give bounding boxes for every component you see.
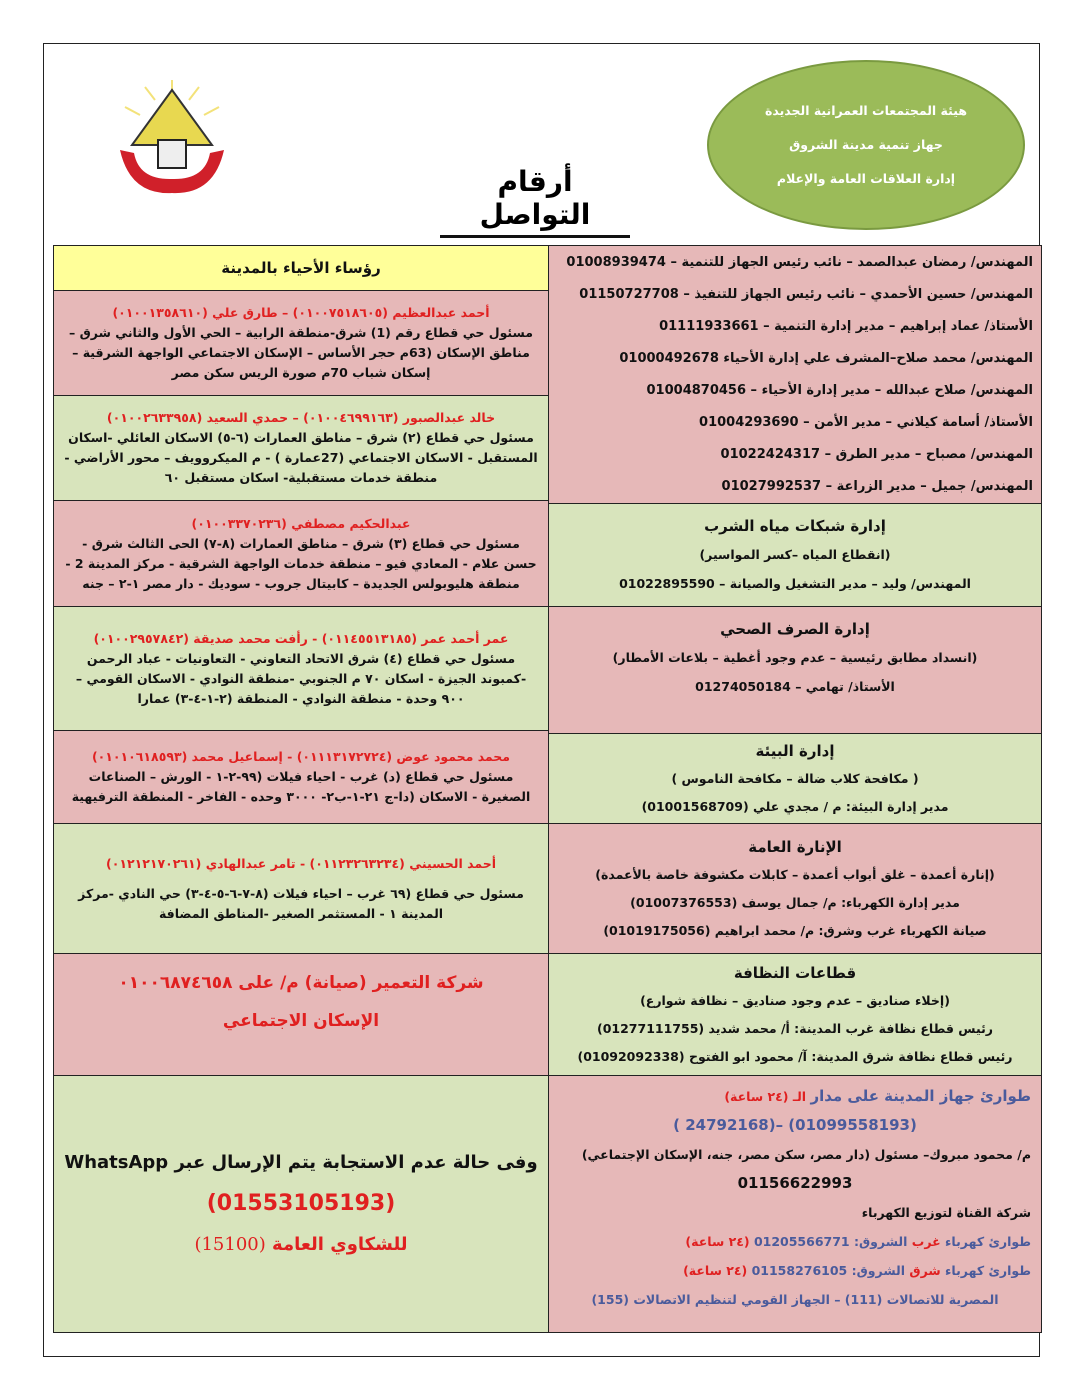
maintenance-company: شركة التعمير (صيانة) م/ على ٠١٠٠٦٨٧٤٦٥٨ bbox=[118, 973, 484, 993]
complaints-line bbox=[64, 1224, 538, 1266]
whatsapp-note: وفى حالة عدم الاستجابة يتم الإرسال عبر WhatsApp bbox=[64, 1152, 538, 1173]
section-title: طوارئ جهاز المدينة على مدار bbox=[810, 1087, 1031, 1105]
east-electric-line bbox=[559, 1256, 1031, 1285]
district-description: مسئول حي قطاع (٢) شرق – مناطق العمارات (٦-٥) الاسكان العائلي -اسكان المستقبل - الاسكان الاجتماعي (27عمارة ) - م الميكروويف – محور الأراضي - منطقة خدمات مستقبلية- اسكان مستقبل ٦٠ bbox=[64, 430, 538, 485]
district-item bbox=[53, 823, 549, 954]
west-electric-line bbox=[559, 1227, 1031, 1256]
section-title: إدارة البيئة bbox=[755, 741, 835, 760]
phone: الشروق: 01205566771 bbox=[753, 1234, 908, 1249]
complaints-label: للشكاوي العامة bbox=[272, 1234, 408, 1255]
maintenance-scope: الإسكان الاجتماعي bbox=[222, 1011, 380, 1031]
district-heads: محمد محمود عوض (٠١١١٣١٧٢٧٢٤) - إسماعيل محمد (٠١٠١٠٦١٨٥٩٣) bbox=[91, 749, 511, 764]
district-item bbox=[53, 606, 549, 731]
official-line: الأستاذ/ أسامة كيلاني – مدير الأمن – 01004293690 bbox=[699, 414, 1033, 430]
section-issues: (انقطاع المياه –كسر المواسير) bbox=[699, 547, 891, 562]
section-issues: (إنارة أعمدة – غلق أبواب أعمدة – كابلات مكشوفة خاصة بالأعمدة) bbox=[595, 866, 995, 882]
official-line: المهندس/ جميل – مدير الزراعة – 01027992537 bbox=[721, 478, 1033, 494]
section-issues: (انسداد مطابق رئيسية – عدم وجود أغطية – بلاعات الأمطار) bbox=[612, 650, 978, 665]
section-contact: صيانة الكهرباء غرب وشرق: م/ محمد ابراهيم (01019175056) bbox=[603, 922, 987, 938]
official-line: المهندس/ حسين الأحمدي – نائب رئيس الجهاز للتنفيذ – 01150727708 bbox=[579, 286, 1033, 302]
district-description: مسئول حي قطاع (٦٩ غرب – احياء فيلات (٨-٧-٦-٥-٤-٣) حي النادي -مركز المدينة ١ - المستثمر الصغير -المناطق المضافة bbox=[78, 885, 524, 921]
section-contact: مدير إدارة البيئة: م / مجدي علي (01001568709) bbox=[641, 798, 949, 814]
section-contact: المهندس/ وليد – مدير التشغيل والصيانة – 01022895590 bbox=[619, 576, 971, 591]
environment-section bbox=[548, 733, 1042, 824]
section-contact: مدير إدارة الكهرباء: م/ جمال يوسف (01007376553) bbox=[630, 894, 960, 910]
section-contact: رئيس قطاع نظافة شرق المدينة: آ/ محمود ابو الفتوح (01092092338) bbox=[577, 1048, 1013, 1064]
hours-label: (٢٤ ساعة) bbox=[683, 1263, 748, 1278]
label: غرب bbox=[911, 1234, 941, 1249]
label: طوارئ كهرباء bbox=[945, 1263, 1031, 1278]
sherouk-city-logo bbox=[110, 75, 235, 200]
district-heads: خالد عبدالصبور (٠١٠٠٤٦٩٩١٦٣) – حمدي السعيد (٠١٠٠٢٦٣٣٩٥٨) bbox=[106, 410, 496, 425]
emergency-title-line bbox=[559, 1082, 1031, 1111]
section-title: قطاعات النظافة bbox=[733, 963, 857, 982]
district-description: مسئول حي قطاع (د) غرب - احياء فيلات (٩٩-٢-١ - الورش – الصناعات الصغيرة - الاسكان (دا-ج ٢١-١-ب٢- ٣٠٠٠ وحده - الفاخر - المنطقة الترفيهية bbox=[71, 769, 531, 804]
organization-badge bbox=[707, 60, 1025, 230]
district-item bbox=[53, 730, 549, 824]
section-issues: (إخلاء صناديق – عدم وجود صناديق – نظافة شوارع) bbox=[640, 992, 950, 1008]
districts-title: رؤساء الأحياء بالمدينة bbox=[53, 245, 549, 291]
complaints-section bbox=[53, 1075, 549, 1333]
whatsapp-number: (01553105193) bbox=[206, 1191, 396, 1216]
telecom-line: المصرية للاتصالات (111) – الجهاز القومي لتنظيم الاتصالات (155) bbox=[591, 1292, 999, 1307]
label: شرق bbox=[909, 1263, 941, 1278]
org-line: جهاز تنمية مدينة الشروق bbox=[789, 137, 943, 152]
district-heads: أحمد عبدالعظيم (٠١٠٠٧٥١٨٦٠٥) – طارق علي (٠١٠٠١٣٥٨٦١٠) bbox=[112, 305, 490, 320]
org-line: إدارة العلاقات العامة والإعلام bbox=[776, 171, 956, 186]
org-line: هيئة المجتمعات العمرانية الجديدة bbox=[764, 103, 968, 118]
official-line: المهندس/ رمضان عبدالصمد – نائب رئيس الجهاز للتنمية – 01008939474 bbox=[566, 254, 1033, 270]
section-issues: ( مكافحة كلاب ضالة – مكافحة الناموس ) bbox=[671, 770, 919, 786]
official-line: المهندس/ صلاح عبدالله – مدير إدارة الأحياء – 01004870456 bbox=[646, 382, 1033, 398]
phone: الشروق: 01158276105 bbox=[751, 1263, 906, 1278]
emergency-phones: (01099558193) –(24792168 ) bbox=[673, 1116, 917, 1134]
electric-company: شركة القناة لتوزيع الكهرباء bbox=[861, 1205, 1031, 1220]
official-line: الأستاذ/ عماد إبراهيم – مدير إدارة التنمية – 01111933661 bbox=[659, 318, 1033, 334]
emergency-section bbox=[548, 1075, 1042, 1333]
official-line: المهندس/ محمد صلاح–المشرف علي إدارة الأحياء 01000492678 bbox=[619, 350, 1033, 366]
officials-list bbox=[548, 245, 1042, 504]
district-description: مسئول حي قطاع (٤) شرق الاتحاد التعاوني - التعاونيات - عباد الرحمن -كمبوند الجيزة - اسكان ٧٠ م الجنوبي -منطقة النوادي - الاسكان القومي – ٩٠٠ وحدة - منطقة النوادي - المنطقة (٢-١-٤-٣) عمارا bbox=[75, 650, 527, 706]
district-description: مسئول حي قطاع رقم (1) شرق-منطقة الرابية – الحي الأول والثاني شرق – مناطق الإسكان (63م حجر الأساس – الإسكان الاجتماعي الواجهة الشرقية – إسكان شباب 70م صورة الريس سكن مصر bbox=[69, 325, 533, 380]
district-item bbox=[53, 290, 549, 396]
page-title: أرقام التواصل bbox=[440, 165, 630, 238]
hours-label: (٢٤ ساعة) bbox=[685, 1234, 750, 1249]
section-contact: رئيس قطاع نظافة غرب المدينة: أ/ محمد شديد (01277111755) bbox=[597, 1020, 993, 1036]
section-contact: الأستاذ/ تهامي – 01274050184 bbox=[695, 679, 895, 694]
complaints-hotline: (15100) bbox=[194, 1234, 266, 1255]
district-item bbox=[53, 500, 549, 607]
district-heads: عبدالحكيم مصطفي (٠١٠٠٣٣٧٠٢٣٦) bbox=[191, 515, 411, 531]
section-title: الإنارة العامة bbox=[748, 837, 842, 856]
label: طوارئ كهرباء bbox=[945, 1234, 1031, 1249]
district-heads: أحمد الحسيني (٠١١٢٣٢٦٣٢٣٤) - تامر عبدالهادي (٠١٢١٢١٧٠٢٦١) bbox=[105, 855, 497, 871]
district-heads: عمر أحمد عمر (٠١١٤٥٥١٣١٨٥) - رأفت محمد صديقة (٠١٠٠٢٩٥٧٨٤٢) bbox=[93, 630, 509, 646]
maintenance-section bbox=[53, 953, 549, 1076]
sewage-section bbox=[548, 606, 1042, 734]
official-line: المهندس/ مصباح – مدير الطرق – 01022424317 bbox=[720, 446, 1033, 462]
section-title: إدارة الصرف الصحي bbox=[720, 620, 870, 638]
emergency-official: م/ محمود مبروك– مسئول (دار مصر، سكن مصر، جنه، الإسكان الإجتماعي) bbox=[581, 1147, 1031, 1162]
emergency-official-phone: 01156622993 bbox=[737, 1174, 853, 1192]
section-title: إدارة شبكات مياه الشرب bbox=[704, 517, 886, 535]
water-section bbox=[548, 503, 1042, 607]
cleaning-section bbox=[548, 953, 1042, 1076]
district-item bbox=[53, 395, 549, 501]
lighting-section bbox=[548, 823, 1042, 954]
hours-label: الـ (٢٤ ساعة) bbox=[724, 1089, 807, 1104]
district-description: مسئول حي قطاع (٣) شرق – مناطق العمارات (٨-٧) الحى الثالث شرق - حسن علام - المعادي فيو – منطقة خدمات الواجهة الشرقية - مركز المدينة 2 - منطقة هليوبولس الجديدة – كابيتال جروب - سوديك - دار مصر ١-٢ – جنه bbox=[65, 535, 537, 591]
